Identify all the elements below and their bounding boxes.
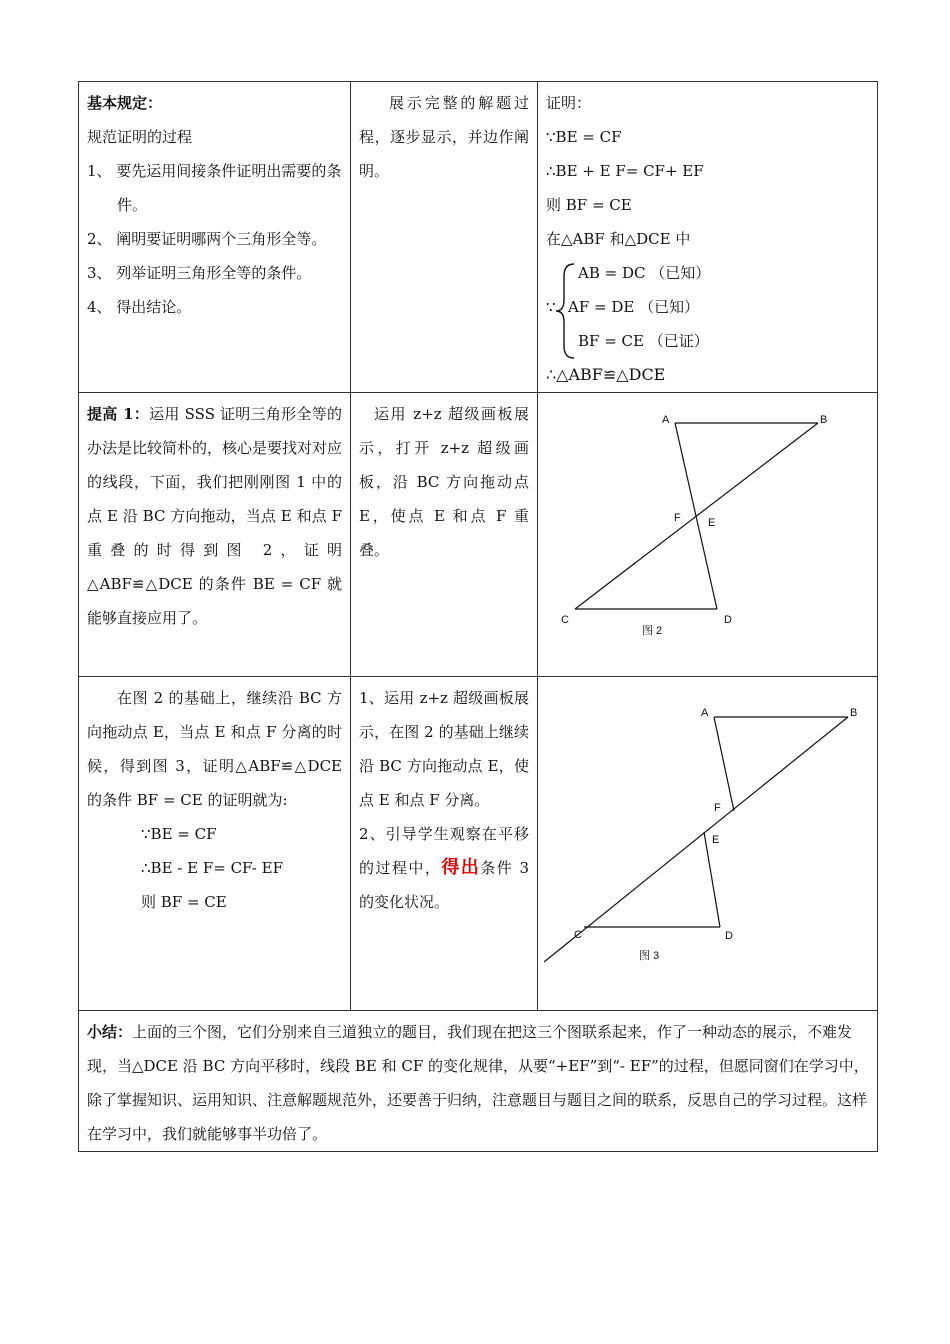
- improve-cell: [79, 393, 351, 677]
- basic-rules-subtitle: 规范证明的过程: [87, 128, 193, 146]
- segment-ad: [675, 423, 717, 609]
- method-cell: [351, 82, 538, 393]
- guide-item-2: [359, 825, 529, 911]
- label-e: E: [708, 517, 716, 529]
- rule-item: 4、 得出结论。: [87, 298, 192, 316]
- improve-text: 运用 SSS 证明三角形全等的办法是比较简朴的，核心是要找对对应的线段，下面，我们把刚刚图 1 中的点 E 沿 BC 方向拖动，当点 E 和点 F 重叠的时得到图 2，证明△ABF≌△DCE 的条件 BE = CF 就能够直接应用了。: [87, 405, 343, 627]
- lesson-table: [78, 81, 878, 1152]
- table-row: [79, 677, 878, 1011]
- segment-bc: [544, 717, 848, 962]
- proof-line: ∵BE = CF: [546, 128, 622, 146]
- label-b: B: [820, 414, 828, 426]
- label-b: B: [850, 707, 858, 719]
- summary-title: 小结：: [87, 1023, 133, 1041]
- table-row: [79, 1011, 878, 1152]
- label-e: E: [712, 834, 720, 846]
- label-f: F: [674, 512, 681, 524]
- rule-item: 3、 列举证明三角形全等的条件。: [87, 264, 312, 282]
- label-a: A: [662, 414, 670, 426]
- figure3-cell: [538, 677, 878, 1011]
- summary-cell: [79, 1011, 878, 1152]
- conditions-block: [546, 256, 869, 358]
- condition-line: AF = DE （已知）: [568, 298, 700, 316]
- continue-text: 在图 2 的基础上，继续沿 BC 方向拖动点 E，当点 E 和点 F 分离的时候，得到图 3，证明△ABF≌△DCE 的条件 BF = CE 的证明就为:: [87, 689, 342, 809]
- label-a: A: [701, 707, 709, 719]
- figure-2: [538, 393, 878, 675]
- proof-line: 则 BF = CE: [546, 196, 632, 214]
- label-c: C: [561, 614, 569, 626]
- table-row: [79, 82, 878, 393]
- proof-cell: [538, 82, 878, 393]
- summary-text: 上面的三个图，它们分别来自三道独立的题目，我们现在把这三个图联系起来，作了一种动态的展示，不难发现，当△DCE 沿 BC 方向平移时，线段 BE 和 CF 的变化规律，从要“+EF”到“- EF”的过程，但愿同窗们在学习中，除了掌握知识、运用知识、注意解题规范外，还要善于归纳，注意题目与题目之间的联系，反思自己的学习过程。这样在学习中，我们就能够事半功倍了。: [87, 1023, 869, 1143]
- demo-cell: [351, 393, 538, 677]
- basic-rules-cell: [79, 82, 351, 393]
- brace-icon: [546, 260, 580, 362]
- proof-line: ∴BE + E F= CF+ EF: [546, 162, 704, 180]
- guide-item-2-tail: 条件 3 的变化状况。: [359, 859, 529, 911]
- condition-line: AB = DC （已知）: [578, 264, 711, 282]
- because-symbol: ∵: [546, 298, 556, 316]
- table-row: [79, 393, 878, 677]
- proof-line: 证明：: [546, 94, 592, 112]
- method-text: 展示完整的解题过程，逐步显示，并边作阐明。: [359, 94, 529, 180]
- label-c: C: [574, 929, 582, 941]
- continue-proof-line: 则 BF = CE: [141, 893, 227, 911]
- figure2-cell: [538, 393, 878, 677]
- demo-text: 运用 z+z 超级画板展示，打开 z+z 超级画板，沿 BC 方向拖动点 E，使点 E 和点 F 重叠。: [359, 405, 529, 559]
- figure-3: [538, 677, 878, 977]
- proof-conclusion: ∴△ABF≌△DCE: [546, 365, 666, 384]
- improve-title: 提高 1：: [87, 405, 150, 423]
- figure-caption: 图 3: [639, 950, 660, 962]
- guide-item-1: 1、运用 z+z 超级画板展示，在图 2 的基础上继续沿 BC 方向拖动点 E，使点 E 和点 F 分离。: [359, 689, 529, 809]
- guide-cell: [351, 677, 538, 1011]
- label-d: D: [725, 930, 733, 942]
- continue-proof-line: ∴BE - E F= CF- EF: [141, 859, 283, 877]
- condition-line: BF = CE （已证）: [578, 332, 709, 350]
- label-d: D: [724, 614, 732, 626]
- basic-rules-title: 基本规定：: [87, 94, 163, 112]
- proof-line: 在△ABF 和△DCE 中: [546, 230, 691, 248]
- rule-item: 1、 要先运用间接条件证明出需要的条件。: [87, 162, 342, 214]
- guide-item-2-text: 2、引导学生观察在平移的过程中，: [359, 825, 529, 877]
- continue-proof-line: ∵BE = CF: [141, 825, 217, 843]
- label-f: F: [714, 802, 721, 814]
- continue-cell: [79, 677, 351, 1011]
- rule-item: 2、 阐明要证明哪两个三角形全等。: [87, 230, 327, 248]
- highlight-text: 得出: [441, 857, 481, 878]
- segment-ed: [704, 832, 720, 927]
- figure-caption: 图 2: [642, 625, 663, 637]
- segment-af: [714, 717, 734, 811]
